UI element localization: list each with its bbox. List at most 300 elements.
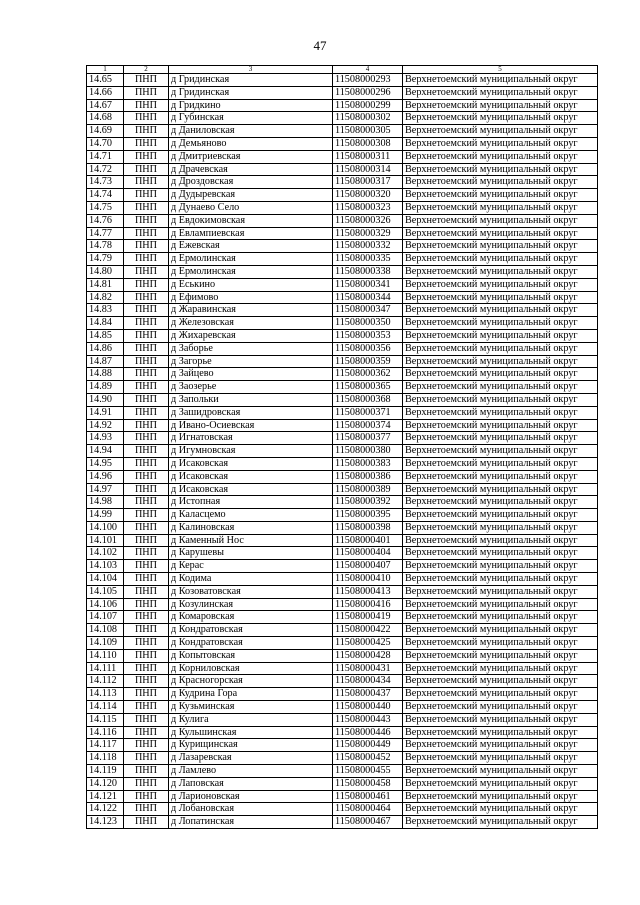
table-row	[87, 534, 598, 547]
settlement-name-cell: д Запольки	[169, 393, 333, 406]
municipality-cell: Верхнетоемский муниципальный округ	[403, 163, 598, 176]
oktmo-code-cell: 11508000317	[333, 176, 403, 189]
row-number-cell: 14.93	[87, 432, 124, 445]
municipality-cell: Верхнетоемский муниципальный округ	[403, 125, 598, 138]
object-type-cell: ПНП	[124, 240, 169, 253]
object-type-cell: ПНП	[124, 534, 169, 547]
row-number-cell: 14.122	[87, 803, 124, 816]
oktmo-code-cell: 11508000413	[333, 585, 403, 598]
table-row	[87, 214, 598, 227]
oktmo-code-cell: 11508000452	[333, 752, 403, 765]
row-number-cell: 14.123	[87, 816, 124, 829]
oktmo-code-cell: 11508000461	[333, 790, 403, 803]
row-number-cell: 14.79	[87, 253, 124, 266]
municipality-cell: Верхнетоемский муниципальный округ	[403, 381, 598, 394]
municipality-cell: Верхнетоемский муниципальный округ	[403, 137, 598, 150]
object-type-cell: ПНП	[124, 573, 169, 586]
row-number-cell: 14.72	[87, 163, 124, 176]
table-row	[87, 176, 598, 189]
table-row	[87, 137, 598, 150]
object-type-cell: ПНП	[124, 189, 169, 202]
municipality-cell: Верхнетоемский муниципальный округ	[403, 624, 598, 637]
oktmo-code-cell: 11508000368	[333, 393, 403, 406]
row-number-cell: 14.97	[87, 483, 124, 496]
oktmo-code-cell: 11508000419	[333, 611, 403, 624]
settlement-name-cell: д Ламлево	[169, 765, 333, 778]
object-type-cell: ПНП	[124, 342, 169, 355]
row-number-cell: 14.66	[87, 86, 124, 99]
object-type-cell: ПНП	[124, 406, 169, 419]
settlement-name-cell: д Кулига	[169, 713, 333, 726]
oktmo-code-cell: 11508000428	[333, 649, 403, 662]
oktmo-code-cell: 11508000314	[333, 163, 403, 176]
object-type-cell: ПНП	[124, 790, 169, 803]
municipality-cell: Верхнетоемский муниципальный округ	[403, 649, 598, 662]
oktmo-code-cell: 11508000464	[333, 803, 403, 816]
settlement-name-cell: д Каменный Нос	[169, 534, 333, 547]
table-row	[87, 329, 598, 342]
row-number-cell: 14.119	[87, 765, 124, 778]
row-number-cell: 14.108	[87, 624, 124, 637]
settlement-name-cell: д Евдокимовская	[169, 214, 333, 227]
table-row	[87, 381, 598, 394]
settlement-name-cell: д Гридинская	[169, 86, 333, 99]
oktmo-code-cell: 11508000320	[333, 189, 403, 202]
municipality-cell: Верхнетоемский муниципальный округ	[403, 304, 598, 317]
row-number-cell: 14.65	[87, 74, 124, 87]
municipality-cell: Верхнетоемский муниципальный округ	[403, 342, 598, 355]
municipality-cell: Верхнетоемский муниципальный округ	[403, 713, 598, 726]
settlement-name-cell: д Лопатинская	[169, 816, 333, 829]
oktmo-code-cell: 11508000335	[333, 253, 403, 266]
object-type-cell: ПНП	[124, 304, 169, 317]
table-row	[87, 406, 598, 419]
table-row	[87, 86, 598, 99]
row-number-cell: 14.84	[87, 317, 124, 330]
oktmo-code-cell: 11508000296	[333, 86, 403, 99]
municipality-cell: Верхнетоемский муниципальный округ	[403, 726, 598, 739]
table-row	[87, 99, 598, 112]
oktmo-code-cell: 11508000467	[333, 816, 403, 829]
row-number-cell: 14.81	[87, 278, 124, 291]
object-type-cell: ПНП	[124, 649, 169, 662]
object-type-cell: ПНП	[124, 777, 169, 790]
row-number-cell: 14.104	[87, 573, 124, 586]
object-type-cell: ПНП	[124, 496, 169, 509]
object-type-cell: ПНП	[124, 624, 169, 637]
settlement-name-cell: д Дудыревская	[169, 189, 333, 202]
table-row	[87, 675, 598, 688]
oktmo-code-cell: 11508000398	[333, 521, 403, 534]
oktmo-code-cell: 11508000386	[333, 470, 403, 483]
object-type-cell: ПНП	[124, 547, 169, 560]
municipality-cell: Верхнетоемский муниципальный округ	[403, 662, 598, 675]
table-row	[87, 573, 598, 586]
row-number-cell: 14.105	[87, 585, 124, 598]
row-number-cell: 14.113	[87, 688, 124, 701]
object-type-cell: ПНП	[124, 150, 169, 163]
municipality-cell: Верхнетоемский муниципальный округ	[403, 560, 598, 573]
municipality-cell: Верхнетоемский муниципальный округ	[403, 457, 598, 470]
table-row	[87, 342, 598, 355]
settlement-name-cell: д Кодима	[169, 573, 333, 586]
object-type-cell: ПНП	[124, 752, 169, 765]
settlement-name-cell: д Гридинская	[169, 74, 333, 87]
object-type-cell: ПНП	[124, 368, 169, 381]
settlement-name-cell: д Евлампиевская	[169, 227, 333, 240]
settlement-name-cell: д Козоватовская	[169, 585, 333, 598]
row-number-cell: 14.116	[87, 726, 124, 739]
table-row	[87, 393, 598, 406]
oktmo-code-cell: 11508000353	[333, 329, 403, 342]
table-row	[87, 470, 598, 483]
table-row	[87, 278, 598, 291]
row-number-cell: 14.95	[87, 457, 124, 470]
row-number-cell: 14.75	[87, 201, 124, 214]
table-row	[87, 150, 598, 163]
row-number-cell: 14.98	[87, 496, 124, 509]
settlement-name-cell: д Ермолинская	[169, 253, 333, 266]
oktmo-code-cell: 11508000458	[333, 777, 403, 790]
row-number-cell: 14.117	[87, 739, 124, 752]
row-number-cell: 14.91	[87, 406, 124, 419]
municipality-cell: Верхнетоемский муниципальный округ	[403, 176, 598, 189]
settlement-name-cell: д Лазаревская	[169, 752, 333, 765]
table-row	[87, 726, 598, 739]
object-type-cell: ПНП	[124, 662, 169, 675]
settlement-name-cell: д Драчевская	[169, 163, 333, 176]
municipality-cell: Верхнетоемский муниципальный округ	[403, 419, 598, 432]
table-row	[87, 777, 598, 790]
settlement-name-cell: д Комаровская	[169, 611, 333, 624]
settlement-name-cell: д Кондратовская	[169, 624, 333, 637]
municipality-cell: Верхнетоемский муниципальный округ	[403, 688, 598, 701]
table-row	[87, 74, 598, 87]
row-number-cell: 14.76	[87, 214, 124, 227]
oktmo-code-cell: 11508000383	[333, 457, 403, 470]
settlement-name-cell: д Керас	[169, 560, 333, 573]
object-type-cell: ПНП	[124, 457, 169, 470]
row-number-cell: 14.82	[87, 291, 124, 304]
municipality-cell: Верхнетоемский муниципальный округ	[403, 74, 598, 87]
object-type-cell: ПНП	[124, 393, 169, 406]
municipality-cell: Верхнетоемский муниципальный округ	[403, 150, 598, 163]
object-type-cell: ПНП	[124, 291, 169, 304]
municipality-cell: Верхнетоемский муниципальный округ	[403, 355, 598, 368]
oktmo-code-cell: 11508000329	[333, 227, 403, 240]
object-type-cell: ПНП	[124, 560, 169, 573]
municipality-cell: Верхнетоемский муниципальный округ	[403, 521, 598, 534]
column-header-3: 3	[169, 66, 333, 74]
municipality-cell: Верхнетоемский муниципальный округ	[403, 675, 598, 688]
settlement-name-cell: д Карушевы	[169, 547, 333, 560]
oktmo-code-cell: 11508000362	[333, 368, 403, 381]
row-number-cell: 14.106	[87, 598, 124, 611]
column-header-2: 2	[124, 66, 169, 74]
settlement-name-cell: д Лаповская	[169, 777, 333, 790]
object-type-cell: ПНП	[124, 419, 169, 432]
table-row	[87, 355, 598, 368]
municipality-cell: Верхнетоемский муниципальный округ	[403, 112, 598, 125]
municipality-cell: Верхнетоемский муниципальный округ	[403, 816, 598, 829]
settlement-name-cell: д Гридкино	[169, 99, 333, 112]
row-number-cell: 14.68	[87, 112, 124, 125]
settlement-name-cell: д Еськино	[169, 278, 333, 291]
settlement-name-cell: д Железовская	[169, 317, 333, 330]
row-number-cell: 14.67	[87, 99, 124, 112]
municipality-cell: Верхнетоемский муниципальный округ	[403, 240, 598, 253]
table-row	[87, 291, 598, 304]
column-header-4: 4	[333, 66, 403, 74]
oktmo-code-cell: 11508000425	[333, 637, 403, 650]
table-row	[87, 240, 598, 253]
object-type-cell: ПНП	[124, 329, 169, 342]
table-row	[87, 457, 598, 470]
municipality-cell: Верхнетоемский муниципальный округ	[403, 585, 598, 598]
object-type-cell: ПНП	[124, 381, 169, 394]
municipality-cell: Верхнетоемский муниципальный округ	[403, 470, 598, 483]
table-row	[87, 790, 598, 803]
oktmo-code-cell: 11508000341	[333, 278, 403, 291]
object-type-cell: ПНП	[124, 355, 169, 368]
municipality-cell: Верхнетоемский муниципальный округ	[403, 637, 598, 650]
row-number-cell: 14.86	[87, 342, 124, 355]
settlement-name-cell: д Даниловская	[169, 125, 333, 138]
object-type-cell: ПНП	[124, 317, 169, 330]
table-row	[87, 368, 598, 381]
settlement-name-cell: д Зайцево	[169, 368, 333, 381]
row-number-cell: 14.103	[87, 560, 124, 573]
municipality-cell: Верхнетоемский муниципальный округ	[403, 547, 598, 560]
settlement-name-cell: д Исаковская	[169, 483, 333, 496]
municipality-cell: Верхнетоемский муниципальный округ	[403, 803, 598, 816]
row-number-cell: 14.96	[87, 470, 124, 483]
object-type-cell: ПНП	[124, 265, 169, 278]
object-type-cell: ПНП	[124, 432, 169, 445]
oktmo-code-cell: 11508000347	[333, 304, 403, 317]
row-number-cell: 14.90	[87, 393, 124, 406]
settlement-name-cell: д Кузьминская	[169, 701, 333, 714]
oktmo-code-cell: 11508000431	[333, 662, 403, 675]
settlement-name-cell: д Истопная	[169, 496, 333, 509]
oktmo-code-cell: 11508000380	[333, 445, 403, 458]
settlement-name-cell: д Копытовская	[169, 649, 333, 662]
oktmo-code-cell: 11508000299	[333, 99, 403, 112]
oktmo-code-cell: 11508000365	[333, 381, 403, 394]
table-row	[87, 803, 598, 816]
object-type-cell: ПНП	[124, 74, 169, 87]
oktmo-code-cell: 11508000302	[333, 112, 403, 125]
row-number-cell: 14.73	[87, 176, 124, 189]
settlement-name-cell: д Ивано-Осиевская	[169, 419, 333, 432]
row-number-cell: 14.102	[87, 547, 124, 560]
municipality-cell: Верхнетоемский муниципальный округ	[403, 611, 598, 624]
object-type-cell: ПНП	[124, 201, 169, 214]
municipality-cell: Верхнетоемский муниципальный округ	[403, 214, 598, 227]
oktmo-code-cell: 11508000440	[333, 701, 403, 714]
table-row	[87, 112, 598, 125]
table-row	[87, 649, 598, 662]
settlement-name-cell: д Ежевская	[169, 240, 333, 253]
municipality-cell: Верхнетоемский муниципальный округ	[403, 253, 598, 266]
oktmo-code-cell: 11508000293	[333, 74, 403, 87]
table-row	[87, 189, 598, 202]
settlement-name-cell: д Ефимово	[169, 291, 333, 304]
table-row	[87, 125, 598, 138]
settlement-name-cell: д Заборье	[169, 342, 333, 355]
settlements-table	[86, 65, 598, 829]
object-type-cell: ПНП	[124, 713, 169, 726]
row-number-cell: 14.120	[87, 777, 124, 790]
oktmo-code-cell: 11508000443	[333, 713, 403, 726]
settlement-name-cell: д Курищинская	[169, 739, 333, 752]
municipality-cell: Верхнетоемский муниципальный округ	[403, 483, 598, 496]
oktmo-code-cell: 11508000422	[333, 624, 403, 637]
object-type-cell: ПНП	[124, 816, 169, 829]
object-type-cell: ПНП	[124, 137, 169, 150]
municipality-cell: Верхнетоемский муниципальный округ	[403, 790, 598, 803]
municipality-cell: Верхнетоемский муниципальный округ	[403, 227, 598, 240]
settlement-name-cell: д Демьяново	[169, 137, 333, 150]
object-type-cell: ПНП	[124, 509, 169, 522]
municipality-cell: Верхнетоемский муниципальный округ	[403, 509, 598, 522]
municipality-cell: Верхнетоемский муниципальный округ	[403, 317, 598, 330]
row-number-cell: 14.87	[87, 355, 124, 368]
oktmo-code-cell: 11508000308	[333, 137, 403, 150]
row-number-cell: 14.88	[87, 368, 124, 381]
table-row	[87, 585, 598, 598]
settlement-name-cell: д Ермолинская	[169, 265, 333, 278]
table-row	[87, 765, 598, 778]
oktmo-code-cell: 11508000449	[333, 739, 403, 752]
settlement-name-cell: д Кульшинская	[169, 726, 333, 739]
column-header-1: 1	[87, 66, 124, 74]
object-type-cell: ПНП	[124, 253, 169, 266]
object-type-cell: ПНП	[124, 112, 169, 125]
table-row	[87, 304, 598, 317]
row-number-cell: 14.77	[87, 227, 124, 240]
municipality-cell: Верхнетоемский муниципальный округ	[403, 278, 598, 291]
object-type-cell: ПНП	[124, 598, 169, 611]
settlement-name-cell: д Кондратовская	[169, 637, 333, 650]
table-row	[87, 598, 598, 611]
municipality-cell: Верхнетоемский муниципальный округ	[403, 99, 598, 112]
oktmo-code-cell: 11508000344	[333, 291, 403, 304]
municipality-cell: Верхнетоемский муниципальный округ	[403, 189, 598, 202]
settlement-name-cell: д Кудрина Гора	[169, 688, 333, 701]
oktmo-code-cell: 11508000455	[333, 765, 403, 778]
object-type-cell: ПНП	[124, 278, 169, 291]
municipality-cell: Верхнетоемский муниципальный округ	[403, 534, 598, 547]
object-type-cell: ПНП	[124, 445, 169, 458]
table-row	[87, 701, 598, 714]
table-row	[87, 547, 598, 560]
row-number-cell: 14.94	[87, 445, 124, 458]
table-row	[87, 662, 598, 675]
row-number-cell: 14.89	[87, 381, 124, 394]
settlement-name-cell: д Дмитриевская	[169, 150, 333, 163]
settlement-name-cell: д Козулинская	[169, 598, 333, 611]
oktmo-code-cell: 11508000389	[333, 483, 403, 496]
table-row	[87, 611, 598, 624]
table-row	[87, 713, 598, 726]
object-type-cell: ПНП	[124, 99, 169, 112]
object-type-cell: ПНП	[124, 611, 169, 624]
table-body	[87, 74, 598, 829]
municipality-cell: Верхнетоемский муниципальный округ	[403, 329, 598, 342]
settlement-name-cell: д Игумновская	[169, 445, 333, 458]
settlement-name-cell: д Корниловская	[169, 662, 333, 675]
row-number-cell: 14.110	[87, 649, 124, 662]
municipality-cell: Верхнетоемский муниципальный округ	[403, 265, 598, 278]
object-type-cell: ПНП	[124, 688, 169, 701]
row-number-cell: 14.99	[87, 509, 124, 522]
row-number-cell: 14.71	[87, 150, 124, 163]
municipality-cell: Верхнетоемский муниципальный округ	[403, 291, 598, 304]
oktmo-code-cell: 11508000377	[333, 432, 403, 445]
object-type-cell: ПНП	[124, 125, 169, 138]
municipality-cell: Верхнетоемский муниципальный округ	[403, 86, 598, 99]
column-number-row	[87, 66, 598, 74]
settlement-name-cell: д Игнатовская	[169, 432, 333, 445]
table-row	[87, 265, 598, 278]
row-number-cell: 14.92	[87, 419, 124, 432]
oktmo-code-cell: 11508000305	[333, 125, 403, 138]
row-number-cell: 14.70	[87, 137, 124, 150]
object-type-cell: ПНП	[124, 675, 169, 688]
table-row	[87, 509, 598, 522]
settlement-name-cell: д Лобановская	[169, 803, 333, 816]
column-header-5: 5	[403, 66, 598, 74]
settlement-name-cell: д Дроздовская	[169, 176, 333, 189]
row-number-cell: 14.100	[87, 521, 124, 534]
object-type-cell: ПНП	[124, 701, 169, 714]
object-type-cell: ПНП	[124, 214, 169, 227]
municipality-cell: Верхнетоемский муниципальный округ	[403, 701, 598, 714]
table-row	[87, 688, 598, 701]
object-type-cell: ПНП	[124, 470, 169, 483]
oktmo-code-cell: 11508000323	[333, 201, 403, 214]
object-type-cell: ПНП	[124, 163, 169, 176]
row-number-cell: 14.109	[87, 637, 124, 650]
table-row	[87, 624, 598, 637]
table-row	[87, 496, 598, 509]
row-number-cell: 14.111	[87, 662, 124, 675]
settlement-name-cell: д Красногорская	[169, 675, 333, 688]
oktmo-code-cell: 11508000326	[333, 214, 403, 227]
oktmo-code-cell: 11508000311	[333, 150, 403, 163]
row-number-cell: 14.121	[87, 790, 124, 803]
object-type-cell: ПНП	[124, 585, 169, 598]
settlement-name-cell: д Исаковская	[169, 457, 333, 470]
settlement-name-cell: д Зашидровская	[169, 406, 333, 419]
table-row	[87, 445, 598, 458]
page-number: 47	[313, 38, 327, 53]
settlement-name-cell: д Ларионовская	[169, 790, 333, 803]
settlement-name-cell: д Каласцемо	[169, 509, 333, 522]
municipality-cell: Верхнетоемский муниципальный округ	[403, 598, 598, 611]
settlement-name-cell: д Исаковская	[169, 470, 333, 483]
municipality-cell: Верхнетоемский муниципальный округ	[403, 777, 598, 790]
municipality-cell: Верхнетоемский муниципальный округ	[403, 432, 598, 445]
settlement-name-cell: д Жихаревская	[169, 329, 333, 342]
row-number-cell: 14.118	[87, 752, 124, 765]
oktmo-code-cell: 11508000395	[333, 509, 403, 522]
table-row	[87, 637, 598, 650]
oktmo-code-cell: 11508000437	[333, 688, 403, 701]
table-row	[87, 752, 598, 765]
table-row	[87, 419, 598, 432]
